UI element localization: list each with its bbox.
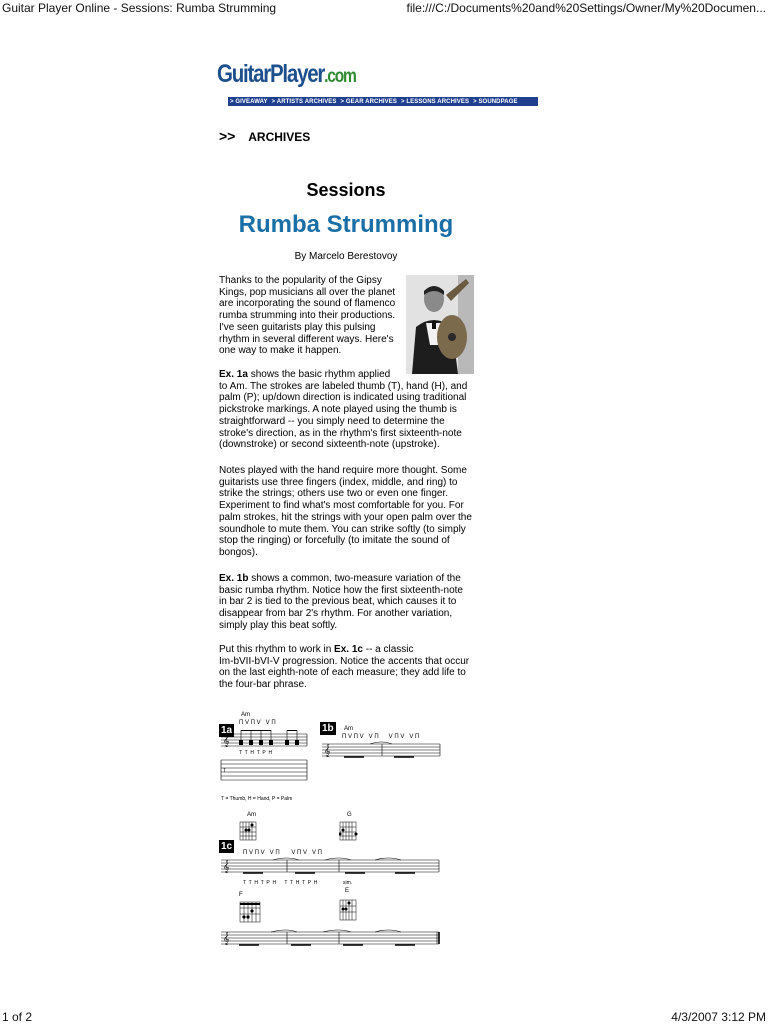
- paragraph-hand-strokes: Notes played with the hand require more thought. Some guitarists use three fingers (index, middle, and ring) to strike the strings; others use two or even one finger. Experiment to find what's most comfortable for you. For palm strokes, hit the strings with your open palm over the soundhole to mute them. You can strike softly (to simply stop the ringing) or forcefully (to imitate the sound of bongos).: [219, 465, 472, 558]
- chord-name-am: Am: [241, 712, 250, 718]
- staff-1b: [320, 740, 442, 762]
- figure-ex1c: [219, 812, 441, 952]
- chord-name-e-1c: E: [345, 888, 350, 894]
- nav-soundpage[interactable]: > SOUNDPAGE: [473, 98, 518, 105]
- figure-label-1a: 1a: [221, 725, 233, 736]
- section-heading: Sessions: [306, 180, 386, 200]
- stroke-markings: Π V Π V V Π: [239, 720, 276, 726]
- stroke-markings-1c: Π V Π V V Π V Π V V Π: [243, 850, 323, 856]
- chord-name-am-1b: Am: [344, 726, 353, 732]
- sim-label: sim.: [343, 880, 353, 886]
- svg-text:𝄞: 𝄞: [223, 734, 230, 747]
- paragraph-ex1b: Ex. 1b shows a common, two-measure variation of the basic rumba rhythm. Notice how the first sixteenth-note in bar 2 is tied to the previous beat, which causes it to disappear from bar 2's rhythm. For another variation, simply play this beat softly.: [219, 573, 463, 631]
- stroke-legend: T = Thumb, H = Hand, P = Palm: [221, 796, 293, 802]
- breadcrumb-arrow-icon: >>: [219, 128, 236, 144]
- staff-1c-bottom: [219, 928, 441, 950]
- svg-text:T: T: [223, 768, 227, 774]
- chord-diagram-f: [239, 900, 263, 924]
- staff-and-tab: [219, 730, 311, 790]
- logo-main: GuitarPlayer: [217, 60, 325, 88]
- author-photo: [406, 275, 474, 374]
- browser-url: file:///C:/Documents%20and%20Settings/Owner/My%20Documen...: [406, 1, 766, 15]
- paragraph-ex1c: Put this rhythm to work in Ex. 1c -- a classic Im-bVII-bVI-V progression. Notice the accents that occur on the last eighth-note of each measure; they add life to the four-bar phrase.: [219, 644, 470, 691]
- browser-title: Guitar Player Online - Sessions: Rumba Strumming: [2, 1, 277, 15]
- chord-name-g-1c: G: [347, 812, 352, 818]
- staff-1c-top: [219, 856, 441, 878]
- thumb-row-1c: T T H T P H T T H T P H: [243, 880, 318, 886]
- svg-text:𝄞: 𝄞: [223, 860, 230, 873]
- nav-gear-archives[interactable]: > GEAR ARCHIVES: [340, 98, 397, 105]
- paragraph-intro: Thanks to the popularity of the Gipsy Kings, pop musicians all over the planet are incorporating the sound of flamenco rumba strumming into their productions. I've seen guitarists play this pulsing rhythm in several different ways. Here's one way to make it happen.: [219, 275, 396, 357]
- figure-label-1c: 1c: [221, 841, 233, 852]
- chord-name-f-1c: F: [239, 892, 243, 898]
- byline: By Marcelo Berestovoy: [294, 251, 398, 262]
- print-timestamp: 4/3/2007 3:12 PM: [671, 1010, 766, 1024]
- site-nav: [228, 97, 538, 106]
- page-number: 1 of 2: [2, 1010, 33, 1024]
- chord-name-am-1c: Am: [247, 812, 256, 818]
- site-logo[interactable]: [217, 60, 356, 89]
- nav-artists-archives[interactable]: > ARTISTS ARCHIVES: [271, 98, 337, 105]
- figure-label-1b: 1b: [322, 723, 334, 734]
- stroke-markings-1b: Π V Π V V Π V Π V V Π: [342, 734, 420, 740]
- breadcrumb-archives[interactable]: ARCHIVES: [248, 130, 311, 144]
- chord-diagram-e: [339, 896, 359, 922]
- paragraph-ex1a: Ex. 1a shows the basic rhythm applied to Am. The strokes are labeled thumb (T), hand (H), and palm (P); up/down direction is indicated using traditional pickstroke markings. A note played using the thumb is straightforward -- you simply need to determine the stroke's direction, as in the rhythm's first sixteenth-note (downstroke) or second sixteenth-note (upstroke).: [219, 369, 468, 451]
- chord-diagram-am: [239, 820, 259, 842]
- svg-text:𝄞: 𝄞: [324, 744, 331, 757]
- breadcrumb: [219, 128, 310, 144]
- figure-ex1b: [320, 722, 442, 762]
- thumb-row: T T H T P H: [239, 750, 273, 756]
- article-title: Rumba Strumming: [238, 211, 454, 238]
- chord-diagram-g: [339, 820, 359, 842]
- nav-giveaway[interactable]: > GIVEAWAY: [230, 98, 268, 105]
- nav-lessons-archives[interactable]: > LESSONS ARCHIVES: [400, 98, 470, 105]
- figure-ex1a: [219, 712, 311, 804]
- logo-suffix: .com: [324, 66, 356, 87]
- svg-text:𝄞: 𝄞: [223, 932, 230, 945]
